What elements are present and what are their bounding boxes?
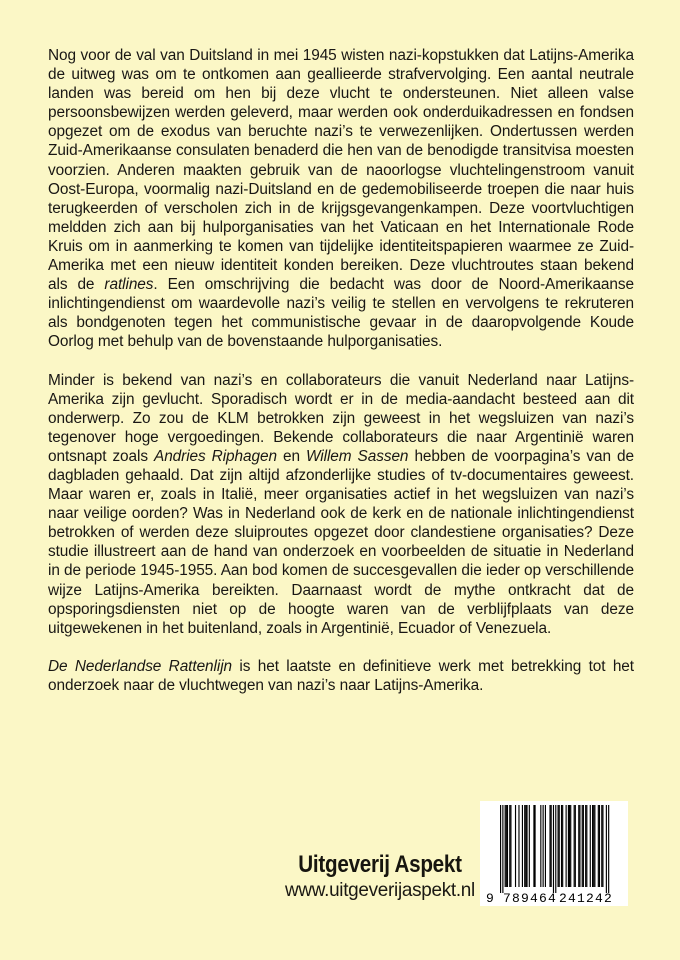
blurb-italic-term: ratlines	[104, 276, 154, 294]
barcode-graphic	[480, 801, 628, 906]
barcode-right-group: 241242	[559, 891, 614, 906]
blurb-text-run: is het laatste en definitieve werk met betrekking tot het onderzoek naar de vluchtwegen van nazi’s naar Latijns-Amerika.	[48, 657, 634, 694]
blurb-text-run: . Een omschrijving die bedacht was door de Noord-Amerikaanse inlichtingendienst om waardevolle nazi’s veilig te stellen en vervolgens te rekruteren als bondgenoten tegen het communistische gevaar in de daaropvolgende Koude Oorlog met behulp van de bovenstaande hulporganisaties.	[48, 276, 634, 351]
barcode-left-group: 789464	[503, 891, 558, 906]
blurb-italic-term: Andries Riphagen	[154, 447, 277, 465]
blurb-paragraph-3	[48, 657, 634, 695]
blurb-text-run: Minder is bekend van nazi’s en collaborateurs die vanuit Nederland naar Latijns-Amerika zijn gevlucht. Sporadisch wordt er in de media-aandacht besteed aan dit onderwerp. Zo zou de KLM betrokken zijn geweest in het wegsluizen van nazi’s tegenover hoge vergoedingen. Bekende collaborateurs die naar Argentinië waren ontsnapt zoals	[48, 371, 634, 465]
isbn-barcode	[480, 801, 628, 906]
barcode-bars-svg	[480, 801, 628, 906]
blurb-paragraph-2	[48, 371, 634, 638]
blurb-text-run: Nog voor de val van Duitsland in mei 1945 wisten nazi-kopstukken dat Latijns-Amerika de uitweg was om te ontkomen aan geallieerde strafvervolging. Een aantal neutrale landen was bereid om hen bij deze vlucht te ondersteunen. Niet alleen valse persoonsbewijzen werden geleverd, maar werden ook onderduikadressen en fondsen opgezet om de exodus van beruchte nazi’s te verwezenlijken. Ondertussen werden Zuid-Amerikaanse consulaten benaderd die hen van de benodigde transitvisa moesten voorzien. Anderen maakten gebruik van de naoorlogse vluchtelingenstroom vanuit Oost-Europa, voormalig nazi-Duitsland en de gedemobiliseerde troepen die naar huis terugkeerden of verscholen zich in de krijgsgevangenkampen. Deze voortvluchtigen meldden zich aan bij hulporganisaties van het Vaticaan en het Internationale Rode Kruis om in aanmerking te komen van tijdelijke identiteitspapieren waarmee ze Zuid-Amerika met een nieuw identiteit konden bereiken. Deze vluchtroutes staan bekend als de	[48, 47, 634, 294]
blurb-italic-term: De Nederlandse Rattenlijn	[48, 657, 233, 675]
back-cover-blurb	[48, 46, 634, 695]
publisher-website-url: www.uitgeverijaspekt.nl	[285, 879, 475, 901]
blurb-paragraph-1	[48, 46, 634, 352]
publisher-name: Uitgeverij Aspekt	[298, 851, 462, 878]
blurb-text-run: hebben de voorpagina’s van de dagbladen gehaald. Dat zijn altijd afzonderlijke studies of tv-documentaires geweest. Maar waren er, zoals in Italië, meer organisaties actief in het wegsluizen van nazi’s naar veilige oorden? Was in Nederland ook de kerk en de nationale inlichtingendienst betrokken of werden deze sluiproutes opgezet door clandestiene organisaties? Deze studie illustreert aan de hand van onderzoek en voorbeelden de situatie in Nederland in de periode 1945-1955. Aan bod komen de succesgevallen die ieder op verschillende wijze Latijns-Amerika bereikten. Daarnaast wordt de mythe ontkracht dat de opsporingsdiensten niet op de hoogte waren van de verblijfplaats van deze uitgewekenen in het buitenland, zoals in Argentinië, Ecuador of Venezuela.	[48, 447, 635, 637]
blurb-text-run: en	[276, 447, 306, 465]
blurb-italic-term: Willem Sassen	[305, 447, 409, 465]
barcode-lead-digit: 9	[486, 891, 494, 906]
